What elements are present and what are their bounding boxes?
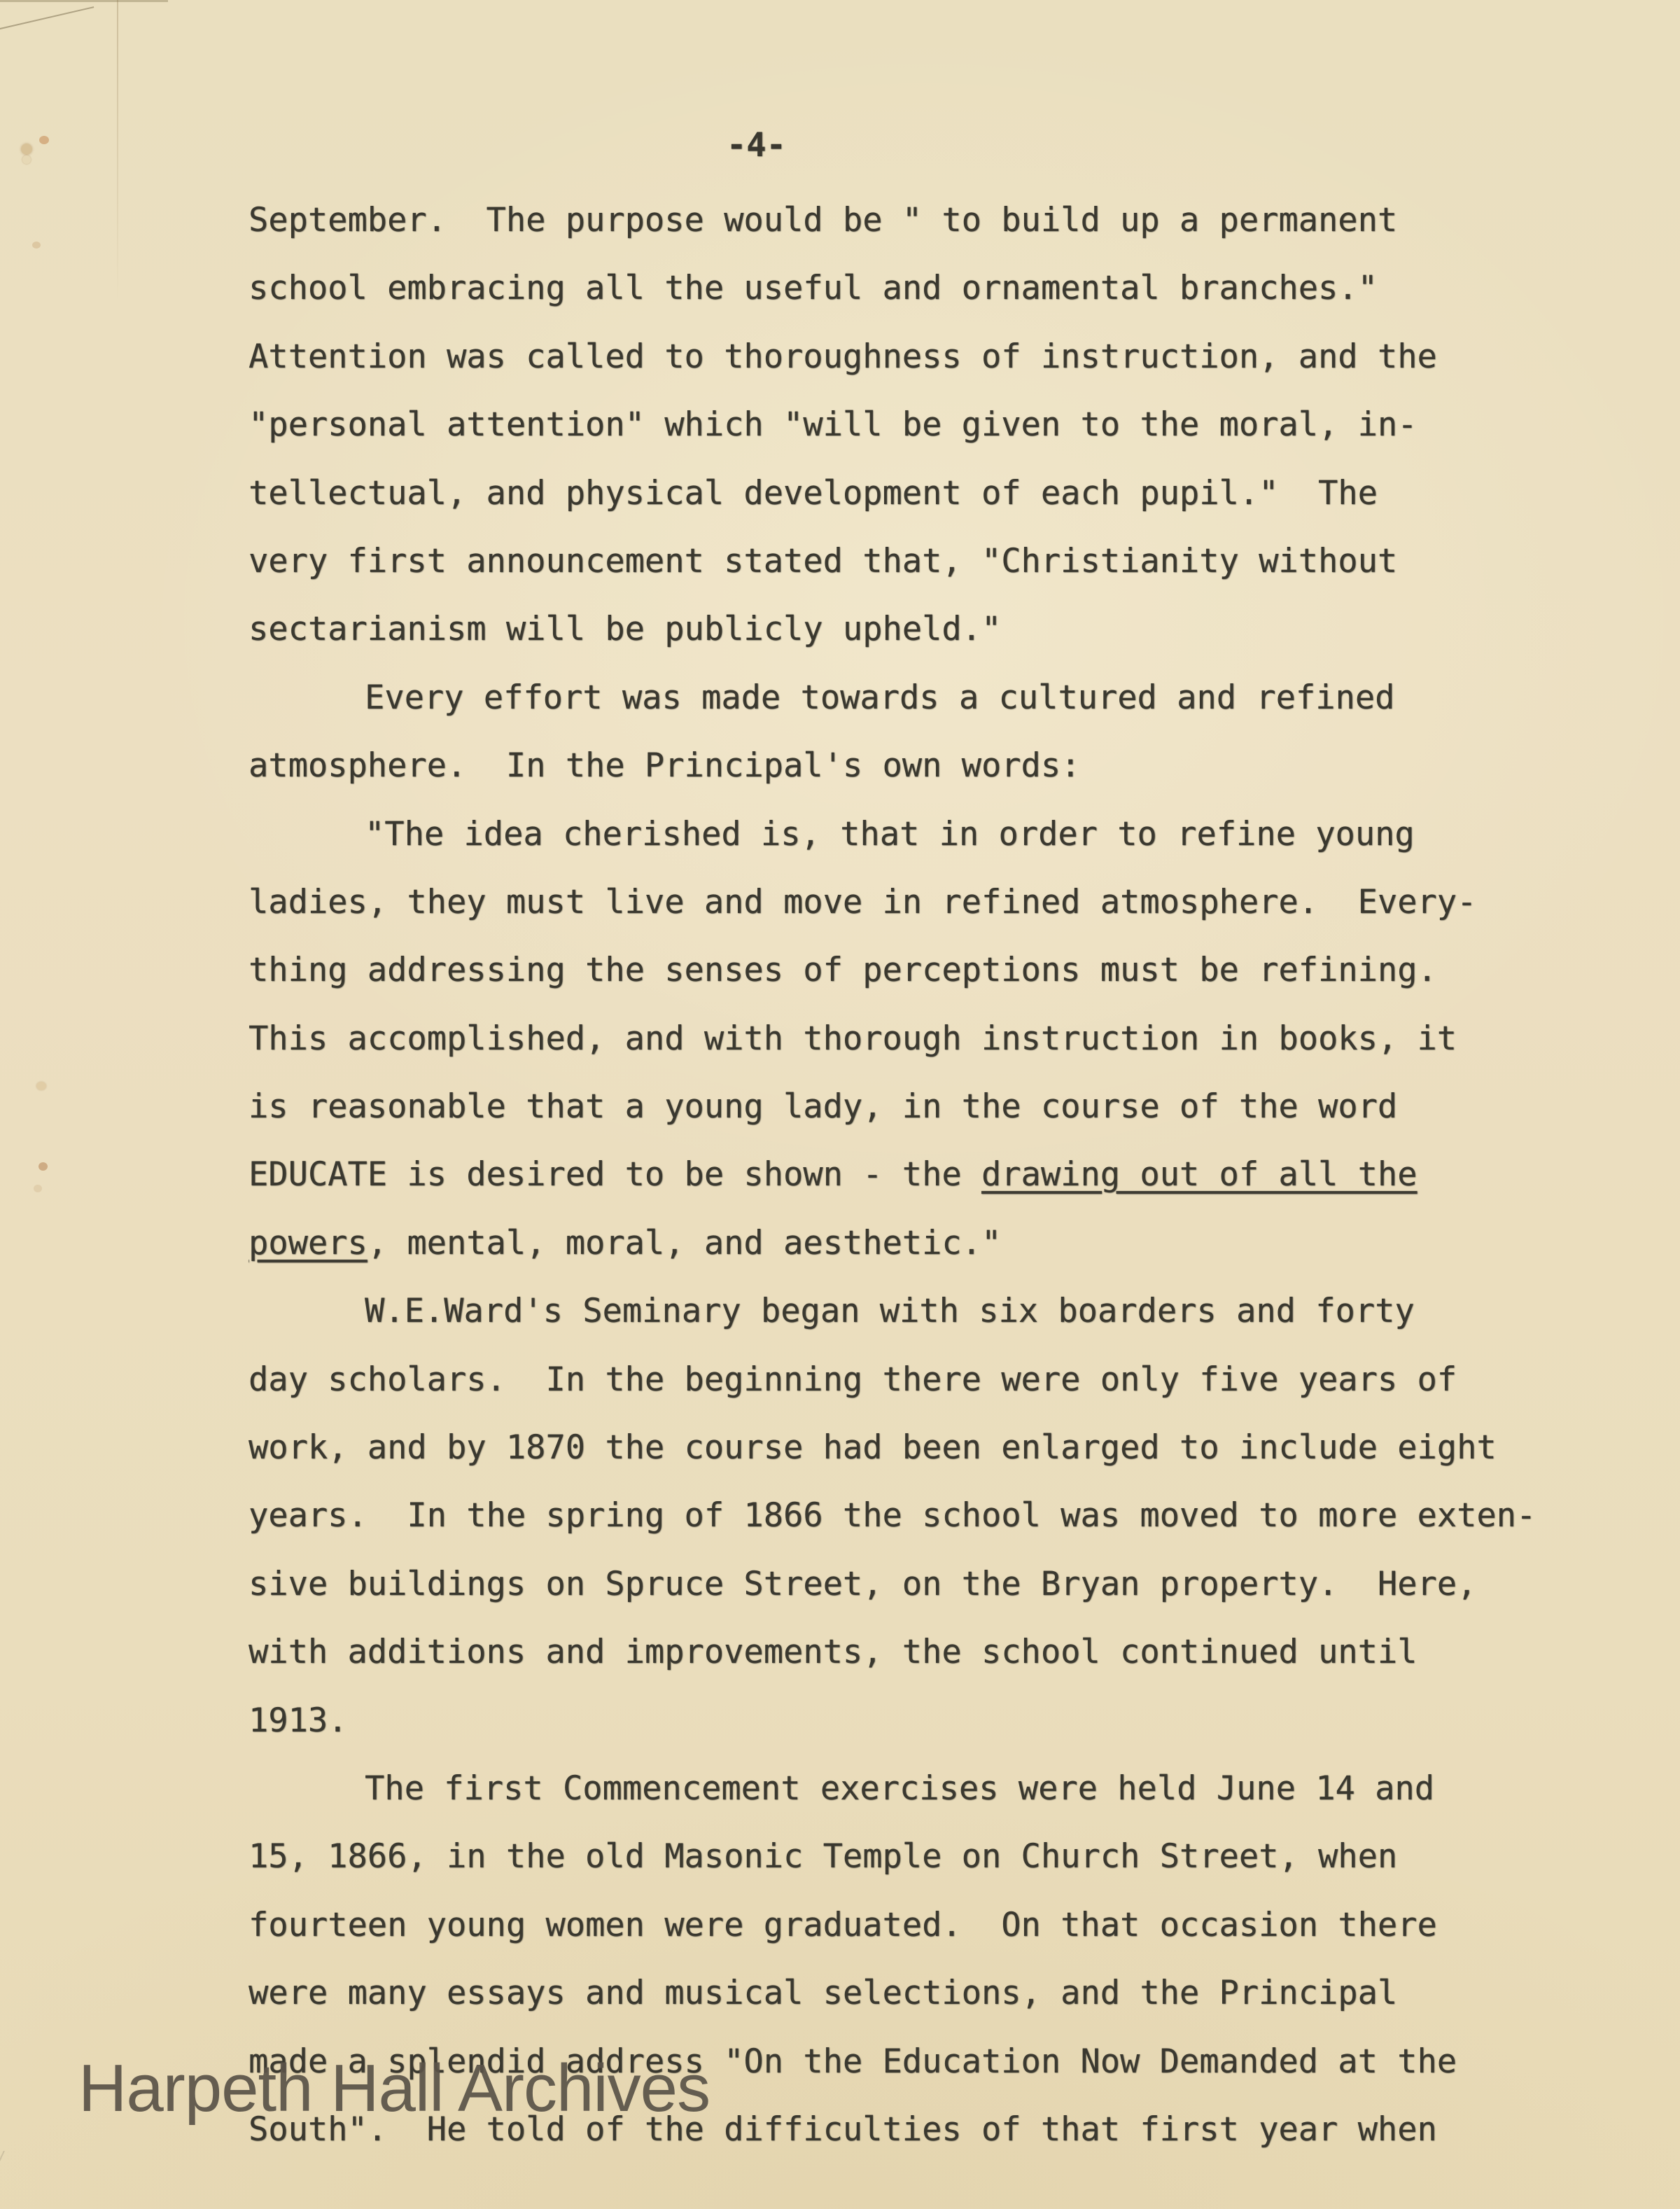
text-segment: , mental, moral, and aesthetic." (367, 1223, 1002, 1262)
typed-line (248, 527, 1620, 595)
typed-line (248, 868, 1620, 936)
typed-line (248, 254, 1620, 322)
text-segment: made a splendid address "On the Education Now Demanded at the (248, 2042, 1457, 2081)
typed-line (248, 1482, 1620, 1549)
underlined-text-segment: powers (248, 1223, 368, 1262)
paper-speck (21, 144, 32, 155)
text-segment: fourteen young women were graduated. On that occasion there (248, 1905, 1437, 1944)
text-segment: with additions and improvements, the school continued until (248, 1633, 1418, 1672)
typed-line (248, 664, 1620, 732)
typed-line (248, 1209, 1620, 1277)
paper-speck (34, 1185, 42, 1192)
text-segment: were many essays and musical selections, and the Principal (248, 1974, 1398, 2013)
text-segment: atmosphere. In the Principal's own words: (248, 746, 1081, 786)
typed-line (248, 1959, 1620, 2027)
typed-line (248, 1550, 1620, 1618)
text-segment: W.E.Ward's Seminary began with six boarders and forty (365, 1292, 1415, 1331)
text-segment: Attention was called to thoroughness of instruction, and the (248, 337, 1437, 376)
typed-line (248, 1073, 1620, 1141)
typed-line (248, 1891, 1620, 1959)
typed-line (248, 800, 1620, 868)
typed-line (248, 732, 1620, 800)
typed-text-block (248, 186, 1620, 2163)
text-segment: very first announcement stated that, "Christianity without (248, 541, 1398, 580)
typed-line (248, 1687, 1620, 1755)
typed-line (248, 1005, 1620, 1073)
underlined-text-segment: drawing out of all the (981, 1155, 1418, 1194)
text-segment: "personal attention" which "will be given to the moral, in- (248, 405, 1418, 445)
typed-line (248, 459, 1620, 527)
paper-speck (39, 136, 49, 144)
page-number: -4- (727, 126, 786, 165)
typed-line (248, 936, 1620, 1004)
text-segment: is reasonable that a young lady, in the course of the word (248, 1087, 1398, 1127)
text-segment: September. The purpose would be " to build up a permanent (248, 201, 1398, 239)
typed-line (248, 595, 1620, 663)
typed-line (248, 391, 1620, 459)
text-segment: sectarianism will be publicly upheld." (248, 610, 1002, 649)
typed-line (248, 1277, 1620, 1345)
vertical-crease (117, 0, 118, 301)
text-segment: years. In the spring of 1866 the school was moved to more exten- (248, 1496, 1536, 1535)
text-segment: Every effort was made towards a cultured and refined (365, 678, 1395, 717)
text-segment: school embracing all the useful and ornamental branches." (248, 269, 1378, 308)
typed-line (248, 1141, 1620, 1208)
text-segment: sive buildings on Spruce Street, on the Bryan property. Here, (248, 1564, 1477, 1603)
text-segment: thing addressing the senses of perceptions must be refining. (248, 951, 1437, 990)
text-segment: work, and by 1870 the course had been enlarged to include eight (248, 1428, 1497, 1468)
text-segment: day scholars. In the beginning there were only five years of (248, 1360, 1457, 1399)
typed-line (248, 1414, 1620, 1482)
typed-line (248, 1755, 1620, 1823)
corner-fold-mark (0, 6, 94, 32)
typed-line (248, 1346, 1620, 1414)
text-segment: The first Commencement exercises were held June 14 and (365, 1769, 1435, 1808)
paper-speck (36, 1082, 46, 1090)
text-segment: This accomplished, and with thorough instruction in books, it (248, 1019, 1457, 1058)
paper-speck (22, 155, 31, 164)
text-segment: tellectual, and physical development of each pupil." The (248, 473, 1378, 513)
top-edge-crease (0, 0, 168, 2)
typed-line (248, 1618, 1620, 1686)
text-segment: 1913. (248, 1701, 348, 1740)
typed-line (248, 1823, 1620, 1890)
typed-line (248, 323, 1620, 391)
paper-speck (38, 1162, 48, 1171)
archive-watermark: Harpeth Hall Archives (78, 2051, 710, 2126)
text-segment: 15, 1866, in the old Masonic Temple on Church Street, when (248, 1837, 1398, 1876)
text-segment: EDUCATE is desired to be shown - the (248, 1155, 981, 1194)
typed-line (248, 186, 1620, 254)
pencil-smudge (0, 2151, 25, 2200)
text-segment: South". He told of the difficulties of that first year when (248, 2110, 1437, 2149)
text-segment: ladies, they must live and move in refined atmosphere. Every- (248, 882, 1477, 921)
text-segment: "The idea cherished is, that in order to refine young (365, 814, 1415, 853)
paper-speck (32, 242, 41, 249)
